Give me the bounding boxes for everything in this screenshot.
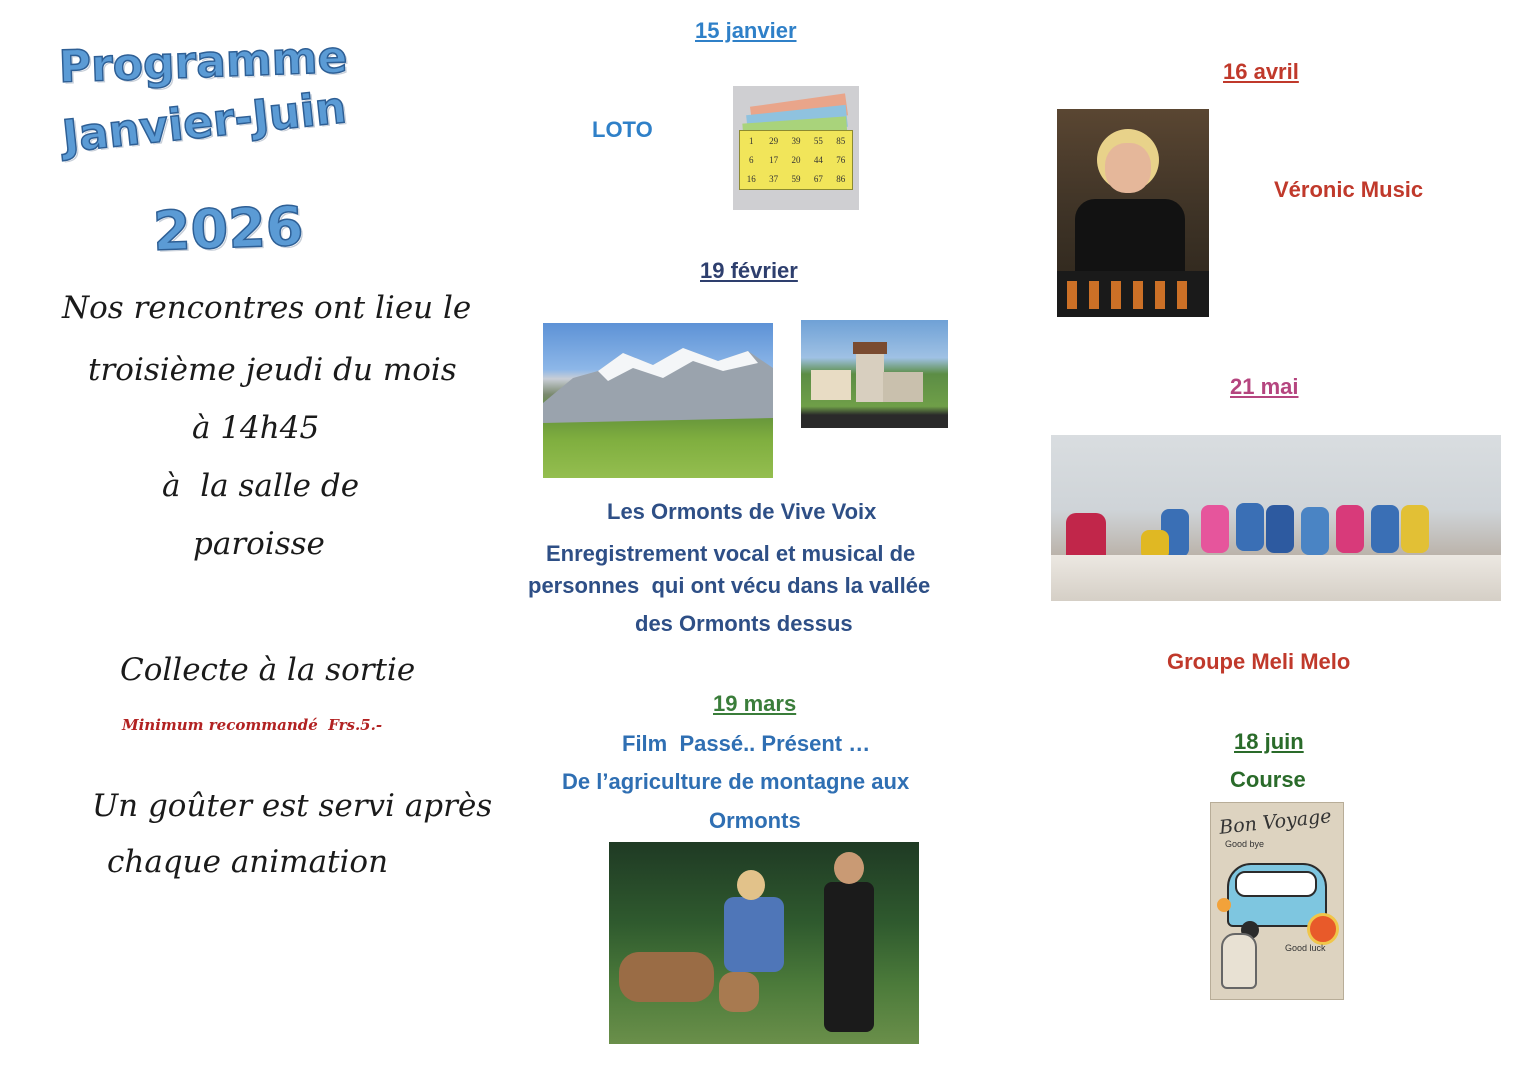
loto-number: 85: [836, 135, 846, 146]
farmers-cows-image: [609, 842, 919, 1044]
gouter-line-1: Un goûter est servi après: [92, 788, 493, 824]
event-label-meli-melo: Groupe Meli Melo: [1167, 649, 1351, 674]
event-label-loto: LOTO: [592, 117, 653, 142]
event-title-vive-voix: Les Ormonts de Vive Voix: [607, 499, 877, 524]
loto-number: 6: [748, 154, 754, 165]
intro-line-3: à 14h45: [192, 410, 320, 446]
gouter-line-2: chaque animation: [107, 844, 389, 880]
intro-line-2: troisième jeudi du mois: [88, 352, 457, 388]
loto-number: 76: [836, 154, 846, 165]
loto-card-grid: [739, 130, 853, 190]
card-text-good-bye: Good bye: [1225, 839, 1265, 849]
loto-number: 16: [746, 174, 756, 185]
intro-line-5: paroisse: [193, 526, 325, 562]
title-period: Janvier-Juin: [60, 82, 349, 163]
card-text-good-luck: Good luck: [1285, 943, 1326, 953]
event-date-february: 19 février: [700, 258, 798, 283]
event-date-may: 21 mai: [1230, 374, 1299, 399]
bon-voyage-card-image: [1210, 802, 1344, 1000]
loto-card-image: [733, 86, 859, 210]
event-film-line-1: Film Passé.. Présent …: [622, 731, 871, 756]
loto-number: 1: [748, 135, 754, 146]
loto-number: 44: [813, 154, 823, 165]
event-desc-line-2: personnes qui ont vécu dans la vallée: [528, 573, 931, 598]
loto-number: 29: [769, 135, 779, 146]
event-film-line-2: De l’agriculture de montagne aux: [562, 769, 910, 794]
loto-number: 37: [769, 174, 779, 185]
event-film-line-3: Ormonts: [709, 808, 801, 833]
event-desc-line-3: des Ormonts dessus: [635, 611, 853, 636]
loto-number: 55: [813, 135, 823, 146]
choir-group-photo: [1051, 435, 1501, 601]
collecte-title: Collecte à la sortie: [120, 652, 416, 688]
collecte-note: Minimum recommandé Frs.5.-: [122, 716, 383, 734]
event-date-march: 19 mars: [713, 691, 797, 716]
loto-number: 67: [813, 174, 823, 185]
loto-number: 20: [791, 154, 801, 165]
event-label-course: Course: [1230, 767, 1306, 792]
title-year: 2026: [152, 194, 305, 263]
event-date-june: 18 juin: [1234, 729, 1304, 754]
title-programme: Programme: [58, 31, 349, 93]
church-village-image: [801, 320, 948, 428]
loto-number: 86: [836, 174, 846, 185]
card-text-bon-voyage: Bon Voyage: [1218, 805, 1333, 839]
event-desc-line-1: Enregistrement vocal et musical de: [546, 541, 916, 566]
loto-number: 17: [769, 154, 779, 165]
singer-photo: [1057, 109, 1209, 317]
mountain-landscape-image: [543, 323, 773, 478]
event-label-veronic: Véronic Music: [1274, 177, 1424, 202]
intro-line-1: Nos rencontres ont lieu le: [62, 290, 472, 326]
event-date-april: 16 avril: [1223, 59, 1299, 84]
intro-line-4: à la salle de: [162, 468, 360, 504]
event-date-january: 15 janvier: [695, 18, 797, 43]
loto-number: 59: [791, 174, 801, 185]
loto-number: 39: [791, 135, 801, 146]
